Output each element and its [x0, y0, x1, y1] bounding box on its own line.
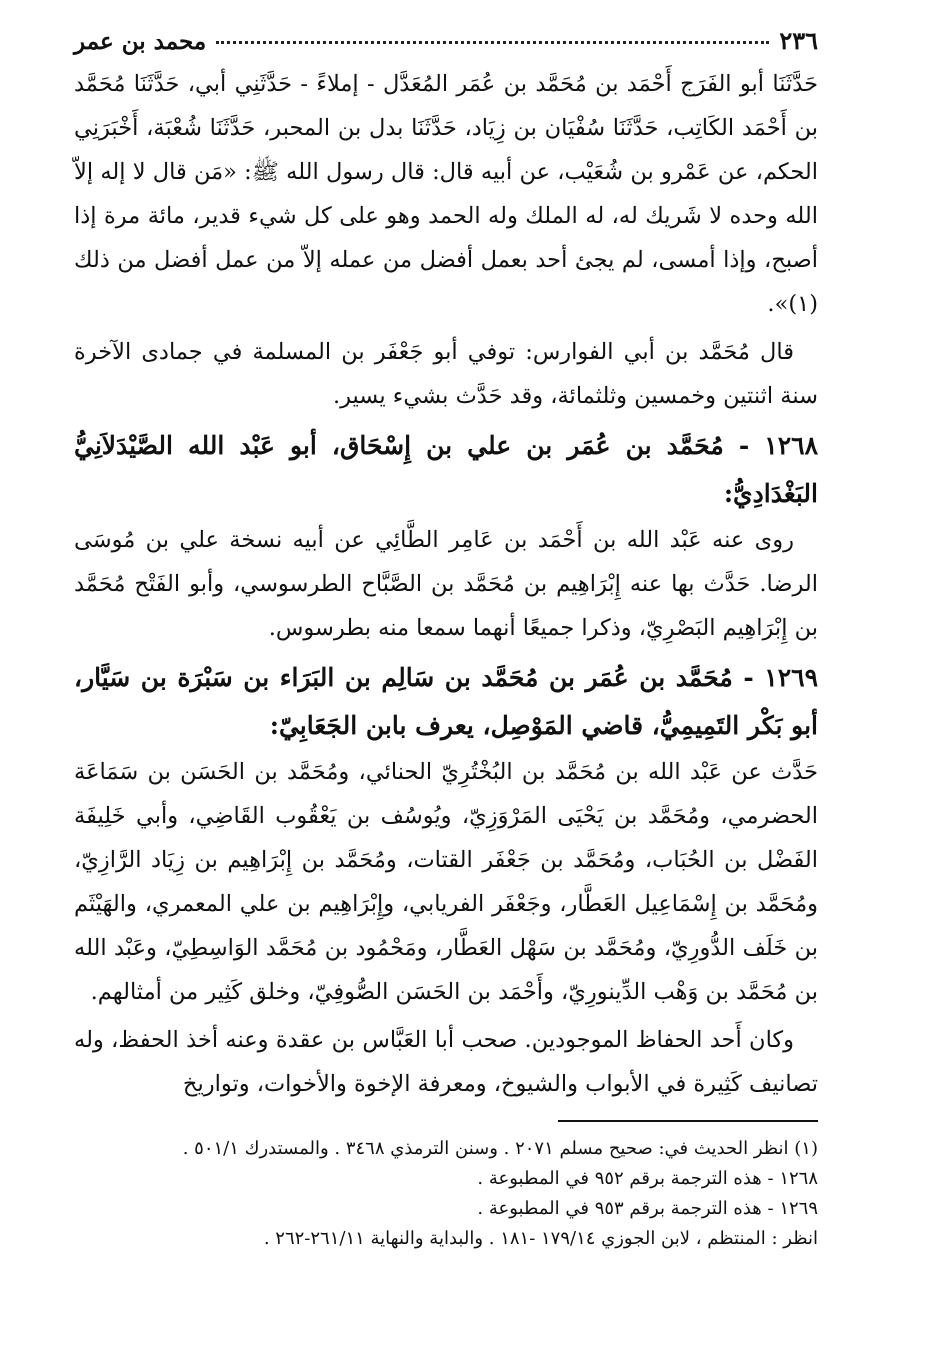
footnote-sources: انظر : المنتظم ، لابن الجوزي ١٧٩/١٤ -١٨١ . والبداية والنهاية ٢٦١/١١-٢٦٢ .	[263, 1228, 818, 1249]
entry-1268-paragraph: روى عنه عَبْد الله بن أَحْمَد بن عَامِر الطَّائِي عن أبيه نسخة علي بن مُوسَى الرضا. حَدَّث بها عنه إِبْرَاهِيم بن مُحَمَّد بن الصَّبَّاح الطرسوسي، وأبو الفَتْح مُحَمَّد بن إِبْرَاهِيم البَصْرِيّ، وذكرا جميعًا أنهما سمعا منه بطرسوس.	[74, 527, 818, 641]
entry-1268-heading: ١٢٦٨ - مُحَمَّد بن عُمَر بن علي بن إِسْحَاق، أبو عَبْد الله الصَّيْدَلاَنِيُّ البَغْدَادِيُّ:	[74, 431, 818, 508]
footnote-1269: ١٢٦٩ - هذه الترجمة برقم ٩٥٣ في المطبوعة .	[477, 1198, 818, 1219]
death-note-paragraph: قال مُحَمَّد بن أبي الفوارس: توفي أبو جَعْفَر بن المسلمة في جمادى الآخرة سنة اثنتين وخمسين وثلثمائة، وقد حَدَّث بشيء يسير.	[74, 339, 818, 409]
entry-1269-paragraph: حَدَّث عن عَبْد الله بن مُحَمَّد بن البُخْتُرِيّ الحنائي، ومُحَمَّد بن الحَسَن بن سَمَاعَة الحضرمي، ومُحَمَّد بن يَحْيَى المَرْوَزِيّ، ويُوسُف بن يَعْقُوب القَاضِي، وأبي خَلِيفَة الفَضْل بن الحُبَاب، ومُحَمَّد بن جَعْفَر القتات، ومُحَمَّد بن إِبْرَاهِيم بن زِيَاد الرَّازِيّ، ومُحَمَّد بن إِسْمَاعِيل العَطَّار، وجَعْفَر الفريابي، وإِبْرَاهِيم بن علي المعمري، والهَيْثَم بن خَلَف الدُّورِيّ، ومُحَمَّد بن سَهْل العَطَّار، ومَحْمُود بن مُحَمَّد الوَاسِطِيّ، وعَبْد الله بن مُحَمَّد بن وَهْب الدِّينورِيّ، وأَحْمَد بن الحَسَن الصُّوفِيّ، وخلق كَثِير من أمثالهم.	[74, 759, 818, 1005]
header-dotted-leader	[216, 41, 769, 44]
footnote-1268: ١٢٦٨ - هذه الترجمة برقم ٩٥٢ في المطبوعة .	[477, 1168, 818, 1189]
running-title: محمد بن عمر	[74, 28, 207, 55]
book-page	[74, 26, 818, 1254]
entry-1269-heading: ١٢٦٩ - مُحَمَّد بن عُمَر بن مُحَمَّد بن سَالِم بن البَرَاء بن سَبْرَة بن سَيَّار، أبو بَكْر التَمِيمِيُّ، قاضي المَوْصِل، يعرف بابن الجَعَابِيّ:	[74, 663, 818, 740]
footnote-1: (١) انظر الحديث في: صحيح مسلم ٢٠٧١ . وسنن الترمذي ٣٤٦٨ . والمستدرك ٥٠١/١ .	[182, 1138, 818, 1159]
hadith-paragraph: حَدَّثَنَا أبو الفَرَج أَحْمَد بن مُحَمَّد بن عُمَر المُعَدَّل - إملاءً - حَدَّثَنِي أبي، حَدَّثَنَا مُحَمَّد بن أَحْمَد الكَاتِب، حَدَّثَنَا سُفْيَان بن زِيَاد، حَدَّثَنَا بدل بن المحبر، حَدَّثَنَا شُعْبَة، أَخْبَرَنِي الحكم، عن عَمْرو بن شُعَيْب، عن أبيه قال: قال رسول الله ﷺ: «مَن قال لا إله إلاّ الله وحده لا شَريك له، له الملك وله الحمد وهو على كل شيء قدير، مائة مرة إذا أصبح، وإذا أمسى، لم يجئ أحد بعمل أفضل من عمله إلاّ من عمل أفضل من ذلك (١)».	[74, 71, 818, 317]
page-header	[74, 26, 818, 62]
entry-1269-continuation: وكان أَحد الحفاظ الموجودين. صحب أبا العَبَّاس بن عقدة وعنه أخذ الحفظ، وله تصانيف كَثِيرة في الأبواب والشيوخ، ومعرفة الإخوة والأخوات، وتواريخ	[74, 1027, 818, 1097]
footnote-separator	[558, 1120, 818, 1122]
page-number: ٢٣٦	[779, 26, 818, 55]
